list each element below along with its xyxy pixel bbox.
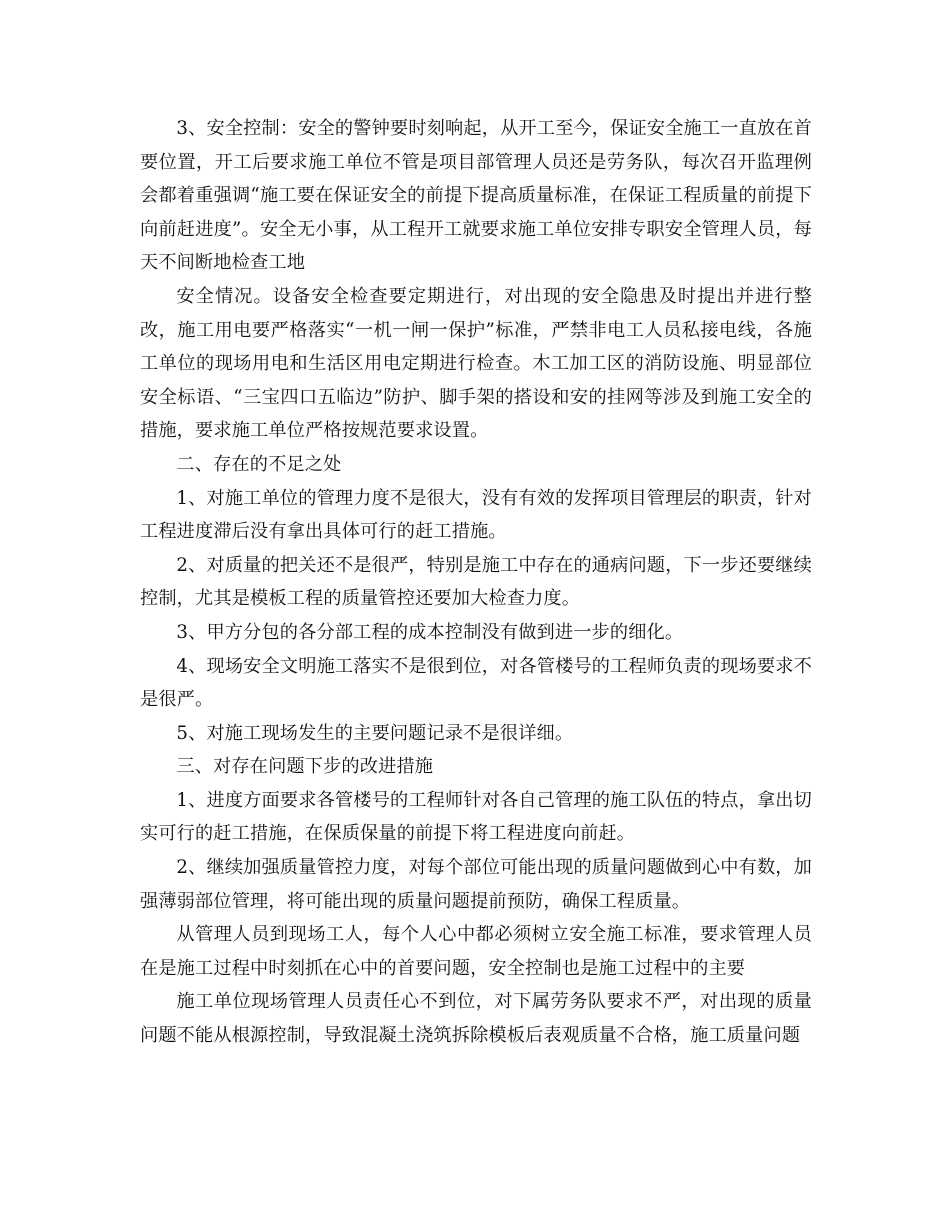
shortcoming-item-3: 3、甲方分包的各分部工程的成本控制没有做到进一步的细化。 (176, 621, 684, 643)
shortcoming-item-5: 5、对施工现场发生的主要问题记录不是很详细。 (176, 722, 574, 744)
section-heading-improvements: 三、对存在问题下步的改进措施 (176, 756, 434, 778)
section-heading-shortcomings: 二、存在的不足之处 (176, 453, 342, 475)
paragraph-management-safety: 从管理人员到现场工人，每个人心中都必须树立安全施工标准，要求管理人员在是施工过程中时刻抓在心中的首要问题，安全控制也是施工过程中的主要 (140, 924, 812, 979)
shortcoming-item-1: 1、对施工单位的管理力度不是很大，没有有效的发挥项目管理层的职责，针对工程进度滞后没有拿出具体可行的赶工措施。 (140, 487, 812, 543)
improvement-item-1: 1、进度方面要求各管楼号的工程师针对各自己管理的施工队伍的特点，拿出切实可行的赶工措施，在保质保量的前提下将工程进度向前赶。 (140, 789, 812, 845)
shortcoming-item-2: 2、对质量的把关还不是很严，特别是施工中存在的通病问题，下一步还要继续控制，尤其是模板工程的质量管控还要加大检查力度。 (140, 554, 812, 610)
shortcoming-item-4: 4、现场安全文明施工落实不是很到位，对各管楼号的工程师负责的现场要求不是很严。 (140, 655, 812, 711)
document-page (140, 112, 812, 1053)
paragraph-safety-status: 安全情况。设备安全检查要定期进行，对出现的安全隐患及时提出并进行整改，施工用电要严格落实“一机一闸一保护”标准，严禁非电工人员私接电线，各施工单位的现场用电和生活区用电定期进行检查。木工加工区的消防设施、明显部位安全标语、“三宝四口五临边”防护、脚手架的搭设和安的挂网等涉及到施工安全的措施，要求施工单位严格按规范要求设置。 (140, 285, 812, 442)
improvement-item-2: 2、继续加强质量管控力度，对每个部位可能出现的质量问题做到心中有数，加强薄弱部位管理，将可能出现的质量问题提前预防，确保工程质量。 (140, 857, 812, 912)
paragraph-safety-control: 3、安全控制：安全的警钟要时刻响起，从开工至今，保证安全施工一直放在首要位置，开工后要求施工单位不管是项目部管理人员还是劳务队，每次召开监理例会都着重强调“施工要在保证安全的前提下提高质量标准，在保证工程质量的前提下向前赶进度”。安全无小事，从工程开工就要求施工单位安排专职安全管理人员，每天不间断地检查工地 (140, 118, 812, 274)
paragraph-contractor-issues: 施工单位现场管理人员责任心不到位，对下属劳务队要求不严，对出现的质量问题不能从根源控制，导致混凝土浇筑拆除模板后表观质量不合格，施工质量问题 (140, 991, 812, 1047)
